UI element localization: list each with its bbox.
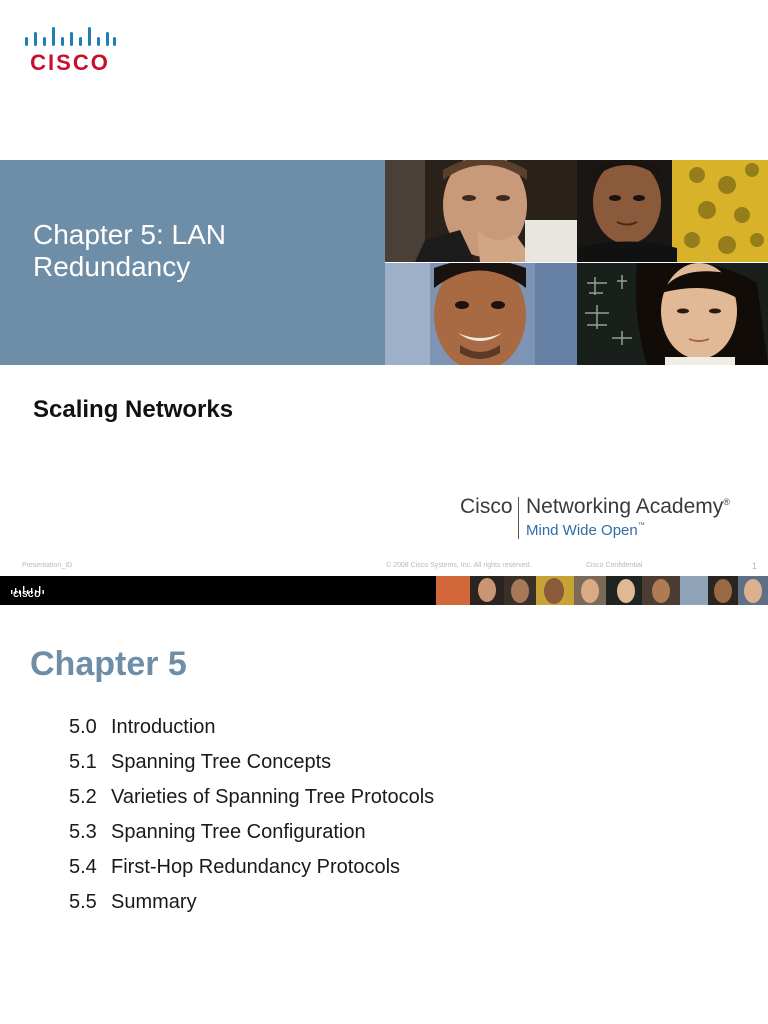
list-item [69,850,434,885]
presentation-id: Presentation_ID [22,562,73,569]
strip-photo-montage [436,576,768,605]
section-label: Varieties of Spanning Tree Protocols [111,786,435,808]
section-label: Summary [111,891,197,913]
agenda-title: Chapter 5 [30,645,187,683]
copyright-notice: © 2008 Cisco Systems, Inc. All rights reserved. [386,562,532,569]
course-subtitle: Scaling Networks [33,396,234,423]
academy-divider [518,497,519,539]
section-number: 5.5 [69,891,97,913]
banner-blue-panel [0,160,385,365]
list-item [69,780,434,815]
chapter-section-list [69,710,434,920]
list-item [69,885,434,920]
list-item [69,745,434,780]
section-number: 5.2 [69,786,97,808]
strip-cisco-wordmark: CISCO [13,590,41,599]
academy-brand: Cisco [460,495,513,518]
slide-number: 1 [752,561,758,571]
chapter-title: Chapter 5: LAN Redundancy [33,219,226,282]
confidential-label: Cisco Confidential [586,562,643,569]
networking-academy-logo [458,494,758,544]
strip-cisco-logo [10,581,44,601]
section-number: 5.1 [69,751,97,773]
academy-tagline [526,522,645,539]
photo-smiling-man [385,263,577,365]
title-banner [0,160,768,365]
cisco-bridge-logo-icon [24,24,116,50]
photo-woman-chalkboard [577,263,768,365]
section-number: 5.0 [69,716,97,738]
cisco-wordmark: CISCO [30,50,110,75]
section-number: 5.3 [69,821,97,843]
list-item [69,710,434,745]
photo-man-thinking [385,160,577,262]
academy-name [526,495,730,519]
list-item [69,815,434,850]
cisco-logo [24,24,116,74]
academy-tagline-text: Mind Wide Open [526,522,638,539]
section-number: 5.4 [69,856,97,878]
registered-mark: ® [723,497,730,507]
academy-name-text: Networking Academy [526,495,724,518]
photo-young-man [577,160,768,262]
section-label: Spanning Tree Configuration [111,821,366,843]
section-label: Spanning Tree Concepts [111,751,332,773]
section-label: First-Hop Redundancy Protocols [111,856,401,878]
slide-header-strip [0,576,768,605]
trademark-mark: ™ [637,522,645,529]
section-label: Introduction [111,716,216,738]
banner-photo-collage [385,160,768,365]
